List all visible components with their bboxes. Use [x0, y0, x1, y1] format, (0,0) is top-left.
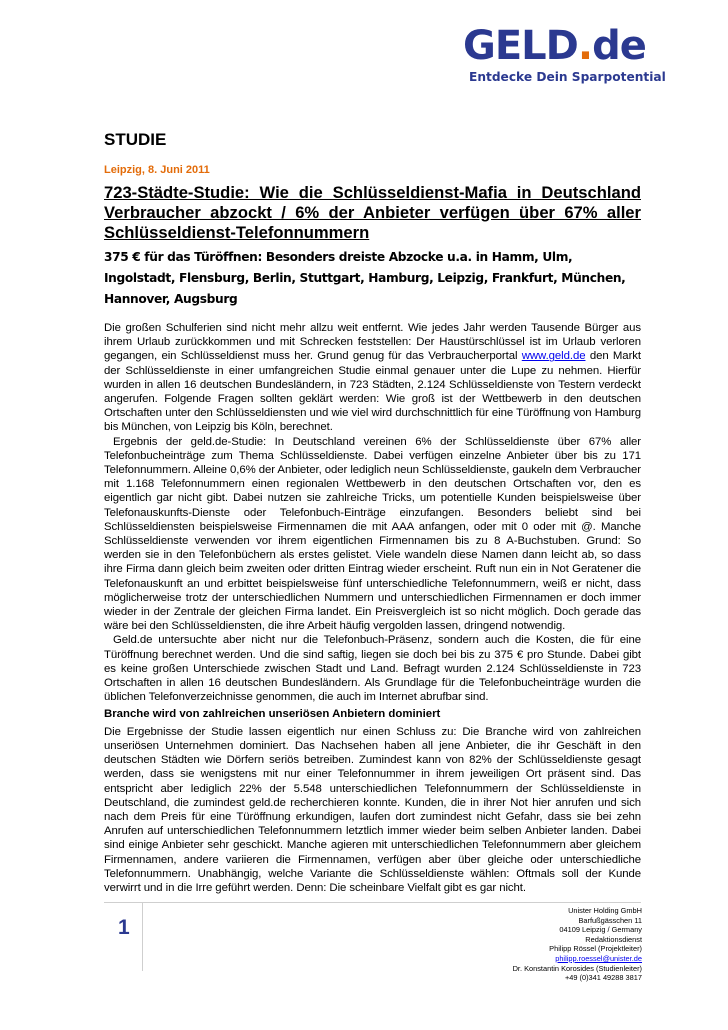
- page-number: 1: [118, 916, 130, 939]
- logo-wordmark: [463, 22, 646, 70]
- geld-de-logo: [463, 22, 683, 90]
- dateline: Leipzig, 8. Juni 2011: [104, 164, 210, 176]
- footer-contact-study-lead: Dr. Konstantin Korosides (Studienleiter): [512, 963, 642, 973]
- paragraph-costs: Geld.de untersuchte aber nicht nur die Telefonbuch-Präsenz, sondern auch die Kosten, die für eine Türöffnung berechnet werden. Und die sind saftig, liegen sie doch bei bis zu 375 € pro Stunde. Dabei gibt es keine großen Unterschiede zwischen Stadt und Land. Befragt wurden 2.124 Schlüsseldienste in 723 Ortschaften in allen 16 deutschen Bundesländern. Als Grundlage für die Telefonbucheinträge wurden die üblichen Telefonverzeichnisse genommen, die auch im Internet abrufbar sind.: [104, 634, 641, 704]
- headline: 723-Städte-Studie: Wie die Schlüsseldienst-Mafia in Deutschland Verbraucher abzockt / 6% der Anbieter verfügen über 67% aller Schlüsseldienst-Telefonnummern: [104, 183, 641, 242]
- paragraph-conclusion: Die Ergebnisse der Studie lassen eigentlich nur einen Schluss zu: Die Branche wird von zahlreichen unseriösen Unternehmen dominiert. Das Nachsehen haben all jene Anbieter, die ihr Geschäft in den deutschen Städten wie Dörfern seriös betreiben. Zumindest kann von 82% der Schlüsseldienste gesagt werden, dass sie wenigstens mit nur einer Telefonnummer in ihrem jeweiligen Ort präsent sind. Das entspricht aber lediglich 22% der 5.548 unterschiedlichen Telefonnummern der Schlüsseldienste in Deutschland, die zumindest geld.de recherchieren konnte. Kunden, die in ihrer Not hier anrufen und sich nach dem Preis für eine Türöffnung erkundigen, laufen dort zumindest nicht Gefahr, dass sie bei zehn Anrufen auf unterschiedlichen Telefonnummern letztlich immer wieder beim selben Anbieter landen. Dabei sind einige Anbieter sehr geschickt. Manche agieren mit unterschiedlichen Telefonnummern aber gleichem Firmennamen, andere variieren die Firmennamen, verfügen aber über gleiche oder unterschiedliche Telefonnummern. Unabhängig, welche Variante die Schlüsseldienste wählen: Oftmals soll der Kunde verwirrt und in die Irre geführt werden. Denn: Die scheinbare Vielfalt gibt es gar nicht.: [104, 725, 641, 894]
- footer-city: 04109 Leipzig / Germany: [559, 925, 642, 935]
- document-content: [104, 130, 641, 895]
- footer-contact-block: [513, 906, 642, 983]
- footer-vertical-divider: [142, 903, 143, 971]
- footer-company: Unister Holding GmbH: [568, 906, 642, 915]
- footer-street: Barfußgässchen 11: [578, 915, 642, 925]
- footer-email-link[interactable]: philipp.roessel@unister.de: [555, 953, 642, 963]
- paragraph-intro-part-b: den Markt der Schlüsseldienste in einer umfangreichen Studie einmal genauer unter die Lupe zu nehmen. Hierfür wurden in allen 16 deutschen Bundesländern, in 723 Städten, 2.124 Schlüsseldienste von Testern verdeckt angerufen. Folgende Fragen sollten geklärt werden: Wie groß ist der Wettbewerb in den deutschen Ortschaften unter den Schlüsseldiensten und wie viel wird durchschnittlich für eine Türöffnung von Hamburg bis München, von Leipzig bis Köln, berechnet.: [104, 350, 641, 434]
- document-label: STUDIE: [104, 130, 167, 149]
- footer-department: Redaktionsdienst: [585, 934, 642, 944]
- logo-tld: de: [592, 23, 646, 69]
- paragraph-results: Ergebnis der geld.de-Studie: In Deutschland vereinen 6% der Schlüsseldienste über 67% aller Telefonbucheinträge zum Thema Schlüsseldienste. Dabei verfügen einzelne Anbieter über bis zu 171 Telefonnummern. Alleine 0,6% der Anbieter, oder lediglich neun Schlüsseldienste, gaukeln dem Verbraucher mit 1.168 Telefonnummern einen regionalen Wettbewerb in den deutschen Ortschaften vor, den es eigentlich gar nicht gibt. Dabei nutzen sie zahlreiche Tricks, um potentielle Kunden beispielsweise über Telefonauskunfts-Dienste oder Telefonbuch-Einträge einzufangen. Besonders beliebt sind bei Schlüsseldiensten beispielsweise Firmennamen die mit AAA anfangen, oder mit 0 oder mit @. Manche Schlüsseldienste verwenden vor ihrem eigentlichen Firmennamen bis zu 8 A-Buchstuben. Grund: So werden sie in den Telefonbüchern als erstes gelistet. Viele wandeln diese Namen dann leicht ab, so dass ihre Firma dann gleich beim zweiten oder dritten Eintrag wieder erscheint. Ruft nun ein in Not Geratener die Telefonauskunft an und erbittet beispielsweise fünf unterschiedliche Telefonnummern, weiß er nicht, dass möglicherweise trotz der unterschiedlichen Nummern und unterschiedlichen Firmennamen er doch immer wieder in der Zentrale der gleichen Firma landet. Ein Preisvergleich ist so nicht möglich. Doch gerade das wäre bei den Schlüsseldiensten, die ihre Arbeit häufig vergolden lassen, dringend notwendig.: [104, 435, 641, 633]
- subheadline: 375 € für das Türöffnen: Besonders dreiste Abzocke u.a. in Hamm, Ulm, Ingolstadt, Flensburg, Berlin, Stuttgart, Hamburg, Leipzig, Frankfurt, München, Hannover, Augsburg: [104, 250, 626, 306]
- logo-dot: .: [577, 23, 593, 69]
- geld-de-link[interactable]: www.geld.de: [521, 350, 586, 363]
- footer-contact-project-lead: Philipp Rössel (Projektleiter): [549, 944, 642, 954]
- logo-tagline: Entdecke Dein Sparpotential: [469, 70, 666, 84]
- logo-brand: GELD: [463, 23, 578, 69]
- footer-divider: [104, 902, 641, 903]
- paragraph-intro: [104, 321, 641, 435]
- footer-phone: +49 (0)341 49288 3817: [564, 973, 642, 983]
- paragraph-intro-part-a: Die großen Schulferien sind nicht mehr allzu weit entfernt. Wie jedes Jahr werden Tausende Bürger aus ihrem Urlaub zurückkommen und mit Schrecken feststellen: Der Haustürschlüssel ist im Urlaub verloren gegangen, ein Schlüsseldienst muss her. Grund genug für das Verbraucherportal: [104, 322, 641, 363]
- section-subheading: Branche wird von zahlreichen unseriösen Anbietern dominiert: [104, 708, 441, 721]
